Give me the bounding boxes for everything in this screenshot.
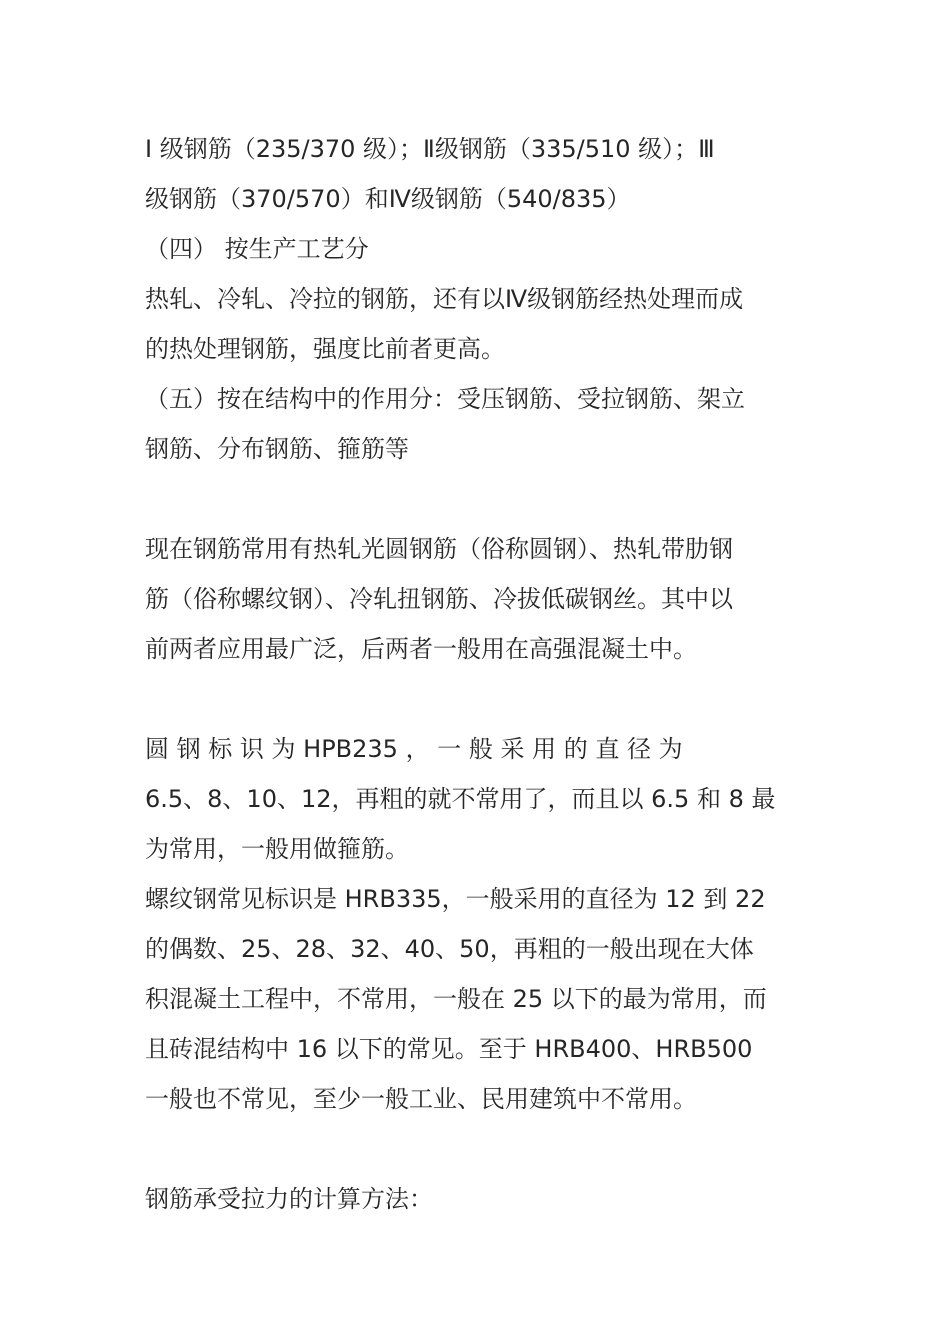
paragraph-structural-roles	[145, 374, 805, 474]
paragraph-heading-process	[145, 224, 805, 274]
paragraph-rebar	[145, 874, 805, 1124]
text-line: 为常用，一般用做箍筋。	[145, 835, 409, 863]
paragraph-spacer	[145, 1124, 805, 1174]
text-line: 圆 钢 标 识 为 HPB235 ， 一 般 采 用 的 直 径 为	[145, 735, 683, 763]
text-line: 筋（俗称螺纹钢）、冷轧扭钢筋、冷拔低碳钢丝。其中以	[145, 585, 733, 613]
paragraph-process-types	[145, 274, 805, 374]
text-line: 一般也不常见，至少一般工业、民用建筑中不常用。	[145, 1085, 697, 1113]
text-line: 的热处理钢筋，强度比前者更高。	[145, 335, 505, 363]
text-line: （四） 按生产工艺分	[145, 235, 369, 263]
text-line: 钢筋承受拉力的计算方法：	[145, 1185, 433, 1213]
paragraph-spacer	[145, 474, 805, 524]
text-line: 现在钢筋常用有热轧光圆钢筋（俗称圆钢）、热轧带肋钢	[145, 535, 733, 563]
paragraph-round-steel	[145, 724, 805, 874]
text-line: 的偶数、25、28、32、40、50，再粗的一般出现在大体	[145, 935, 754, 963]
text-line: 且砖混结构中 16 以下的常见。至于 HRB400、HRB500	[145, 1035, 753, 1063]
text-line: 级钢筋（370/570）和Ⅳ级钢筋（540/835）	[145, 185, 631, 213]
text-line: 积混凝土工程中，不常用，一般在 25 以下的最为常用，而	[145, 985, 767, 1013]
paragraph-steel-grades	[145, 124, 805, 224]
paragraph-tension-calc	[145, 1174, 805, 1224]
paragraph-spacer	[145, 674, 805, 724]
text-line: Ⅰ 级钢筋（235/370 级）；Ⅱ级钢筋（335/510 级）；Ⅲ	[145, 135, 715, 163]
text-line: 钢筋、分布钢筋、箍筋等	[145, 435, 409, 463]
text-line: （五）按在结构中的作用分：受压钢筋、受拉钢筋、架立	[145, 385, 745, 413]
document-body	[145, 124, 805, 1224]
paragraph-common-types	[145, 524, 805, 674]
text-line: 6.5、8、10、12，再粗的就不常用了，而且以 6.5 和 8 最	[145, 785, 776, 813]
text-line: 前两者应用最广泛，后两者一般用在高强混凝土中。	[145, 635, 697, 663]
text-line: 热轧、冷轧、冷拉的钢筋，还有以Ⅳ级钢筋经热处理而成	[145, 285, 744, 313]
text-line: 螺纹钢常见标识是 HRB335，一般采用的直径为 12 到 22	[145, 885, 766, 913]
